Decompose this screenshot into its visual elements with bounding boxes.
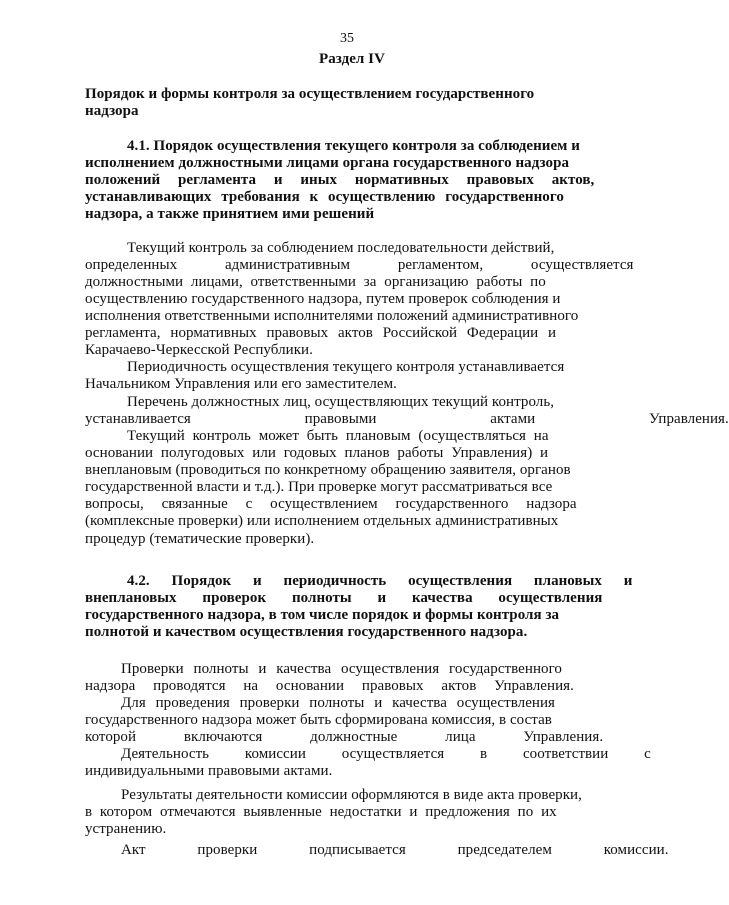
subsection-4-1-body-line-12: Текущий контроль может быть плановым (осуществляться на	[127, 428, 549, 444]
subsection-4-1-body-line-9: Начальником Управления или его заместителем.	[85, 376, 397, 392]
subsection-4-2-body-line-10: устранению.	[85, 821, 167, 837]
subsection-4-1-body-line-10: Перечень должностных лиц, осуществляющих текущий контроль,	[127, 394, 555, 410]
subsection-4-1-body-line-14: внеплановым (проводиться по конкретному обращению заявителя, органов	[85, 462, 571, 478]
subsection-4-1-body-line-15: государственной власти и т.д.). При проверке могут рассматриваться все	[85, 479, 553, 495]
subsection-4-2-body-line-4: государственного надзора может быть сформирована комиссия, в состав	[85, 712, 552, 728]
subsection-4-1-body-line-5: исполнения ответственными исполнителями положений административного	[85, 308, 579, 324]
subsection-4-2-body-line-2: надзора проводятся на основании правовых актов Управления.	[85, 678, 574, 694]
subsection-4-2-body-line-1: Проверки полноты и качества осуществления государственного	[121, 661, 562, 677]
subsection-4-1-body-line-7: Карачаево-Черкесской Республики.	[85, 342, 313, 358]
subsection-4-1-body-line-2: определенных административным регламентом, осуществляется	[85, 257, 634, 273]
subsection-4-2-heading-line-2: внеплановых проверок полноты и качества осуществления	[85, 590, 603, 606]
subsection-4-1-heading-line-2: исполнением должностными лицами органа государственного надзора	[85, 155, 570, 171]
subsection-4-2-body-line-6: Деятельность комиссии осуществляется в соответствии с	[121, 746, 651, 762]
subsection-4-1-heading-line-1: 4.1. Порядок осуществления текущего контроля за соблюдением и	[127, 138, 580, 154]
subsection-4-2-heading-line-4: полнотой и качеством осуществления государственного надзора.	[85, 624, 528, 640]
subsection-4-1-heading-line-4: устанавливающих требования к осуществлению государственного	[85, 189, 564, 205]
subsection-4-1-body-line-1: Текущий контроль за соблюдением последовательности действий,	[127, 240, 555, 256]
subsection-4-1-body-line-4: осуществлению государственного надзора, путем проверок соблюдения и	[85, 291, 561, 307]
subsection-4-2-body-line-3: Для проведения проверки полноты и качества осуществления	[121, 695, 555, 711]
section-title-line-1: Порядок и формы контроля за осуществлением государственного	[85, 86, 535, 102]
page-number: 35	[340, 31, 355, 46]
subsection-4-1-body-line-6: регламента, нормативных правовых актов Российской Федерации и	[85, 325, 557, 341]
subsection-4-1-body-line-8: Периодичность осуществления текущего контроля устанавливается	[127, 359, 565, 375]
subsection-4-1-heading-line-5: надзора, а также принятием ими решений	[85, 206, 375, 222]
section-heading: Раздел IV	[319, 51, 385, 67]
subsection-4-1-body-line-16: вопросы, связанные с осуществлением государственного надзора	[85, 496, 577, 512]
subsection-4-1-body-line-3: должностными лицами, ответственными за организацию работы по	[85, 274, 546, 290]
subsection-4-2-body-line-9: в котором отмечаются выявленные недостатки и предложения по их	[85, 804, 557, 820]
subsection-4-2-body-line-8: Результаты деятельности комиссии оформляются в виде акта проверки,	[121, 787, 582, 803]
subsection-4-1-heading-line-3: положений регламента и иных нормативных правовых актов,	[85, 172, 595, 188]
subsection-4-1-body-line-11: устанавливается правовыми актами Управления.	[85, 411, 729, 427]
subsection-4-2-body-line-7: индивидуальными правовыми актами.	[85, 763, 333, 779]
subsection-4-1-body-line-13: основании полугодовых или годовых планов работы Управления) и	[85, 445, 549, 461]
subsection-4-2-body-line-5: которой включаются должностные лица Управления.	[85, 729, 604, 745]
section-title-line-2: надзора	[85, 103, 139, 119]
subsection-4-2-body-line-11: Акт проверки подписывается председателем комиссии.	[121, 842, 669, 858]
subsection-4-2-heading-line-1: 4.2. Порядок и периодичность осуществления плановых и	[127, 573, 633, 589]
subsection-4-1-body-line-18: процедур (тематические проверки).	[85, 531, 315, 547]
subsection-4-1-body-line-17: (комплексные проверки) или исполнением отдельных административных	[85, 513, 559, 529]
subsection-4-2-heading-line-3: государственного надзора, в том числе порядок и формы контроля за	[85, 607, 560, 623]
